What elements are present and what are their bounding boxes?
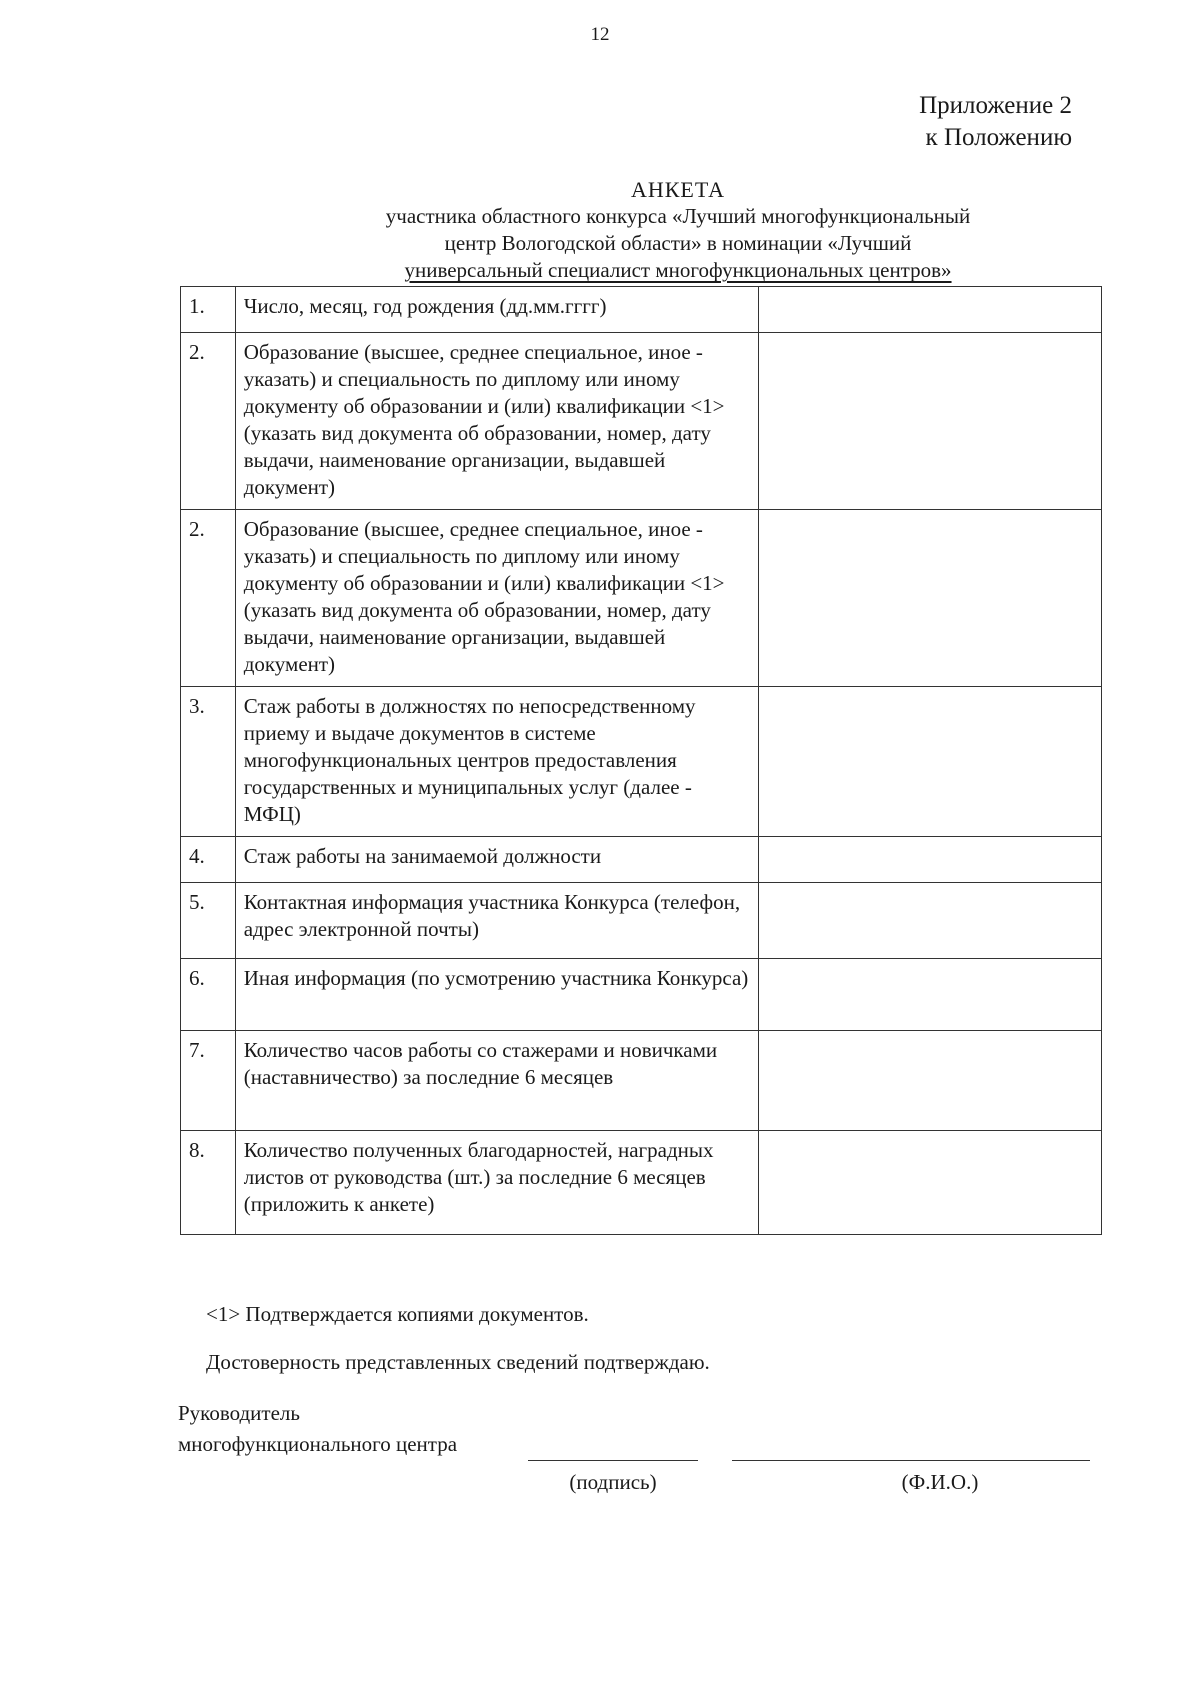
table-row <box>181 1131 1102 1235</box>
row-question: Образование (высшее, среднее специальное, иное - указать) и специальность по диплому или иному документу об образовании и (или) квалификации <1> (указать вид документа об образовании, номер, дату выдачи, наименование организации, выдавшей документ) <box>235 333 758 510</box>
table-row <box>181 510 1102 687</box>
table-row <box>181 883 1102 959</box>
row-question: Стаж работы в должностях по непосредственному приему и выдаче документов в системе многофункциональных центров предоставления государственных и муниципальных услуг (далее - МФЦ) <box>235 687 758 837</box>
footnote: <1> Подтверждается копиями документов. <box>206 1302 589 1326</box>
appendix-line-1: Приложение 2 <box>919 92 1072 119</box>
appendix-line-2: к Положению <box>925 124 1072 151</box>
row-number: 4. <box>181 837 236 883</box>
form-subtitle-line-1: участника областного конкурса «Лучший многофункциональный <box>385 204 971 228</box>
row-number: 2. <box>181 333 236 510</box>
row-question: Количество часов работы со стажерами и новичками (наставничество) за последние 6 месяцев <box>235 1031 758 1131</box>
row-question: Иная информация (по усмотрению участника Конкурса) <box>235 959 758 1031</box>
signature-caption: (подпись) <box>569 1470 657 1494</box>
signer-line-1: Руководитель <box>178 1401 300 1425</box>
table-row <box>181 1031 1102 1131</box>
row-answer-field[interactable] <box>759 333 1102 510</box>
row-number: 7. <box>181 1031 236 1131</box>
signer-title <box>178 1398 457 1460</box>
row-number: 1. <box>181 287 236 333</box>
row-question: Число, месяц, год рождения (дд.мм.гггг) <box>235 287 758 333</box>
row-question: Стаж работы на занимаемой должности <box>235 837 758 883</box>
row-answer-field[interactable] <box>759 959 1102 1031</box>
signer-line-2: многофункционального центра <box>178 1432 458 1456</box>
page-number: 12 <box>590 24 610 45</box>
row-answer-field[interactable] <box>759 1131 1102 1235</box>
form-heading <box>288 176 1068 284</box>
signature-line[interactable] <box>528 1460 698 1461</box>
row-number: 8. <box>181 1131 236 1235</box>
row-question: Количество полученных благодарностей, наградных листов от руководства (шт.) за последние 6 месяцев (приложить к анкете) <box>235 1131 758 1235</box>
row-answer-field[interactable] <box>759 687 1102 837</box>
table-row <box>181 687 1102 837</box>
row-number: 5. <box>181 883 236 959</box>
table-row <box>181 333 1102 510</box>
row-number: 6. <box>181 959 236 1031</box>
table-row <box>181 959 1102 1031</box>
row-number: 2. <box>181 510 236 687</box>
row-answer-field[interactable] <box>759 883 1102 959</box>
form-subtitle-line-3: универсальный специалист многофункциональных центров» <box>404 258 952 282</box>
row-answer-field[interactable] <box>759 287 1102 333</box>
row-question: Образование (высшее, среднее специальное, иное - указать) и специальность по диплому или иному документу об образовании и (или) квалификации <1> (указать вид документа об образовании, номер, дату выдачи, наименование организации, выдавшей документ) <box>235 510 758 687</box>
questionnaire-table <box>180 286 1102 1235</box>
form-subtitle-line-2: центр Вологодской области» в номинации «Лучший <box>444 231 912 255</box>
table-row <box>181 837 1102 883</box>
form-title: АНКЕТА <box>630 177 726 202</box>
row-answer-field[interactable] <box>759 837 1102 883</box>
name-line[interactable] <box>732 1460 1090 1461</box>
row-number: 3. <box>181 687 236 837</box>
table-row <box>181 287 1102 333</box>
name-caption: (Ф.И.О.) <box>901 1470 979 1494</box>
row-answer-field[interactable] <box>759 1031 1102 1131</box>
appendix-reference <box>919 90 1072 154</box>
confirmation-statement: Достоверность представленных сведений подтверждаю. <box>206 1350 710 1374</box>
row-answer-field[interactable] <box>759 510 1102 687</box>
row-question: Контактная информация участника Конкурса (телефон, адрес электронной почты) <box>235 883 758 959</box>
